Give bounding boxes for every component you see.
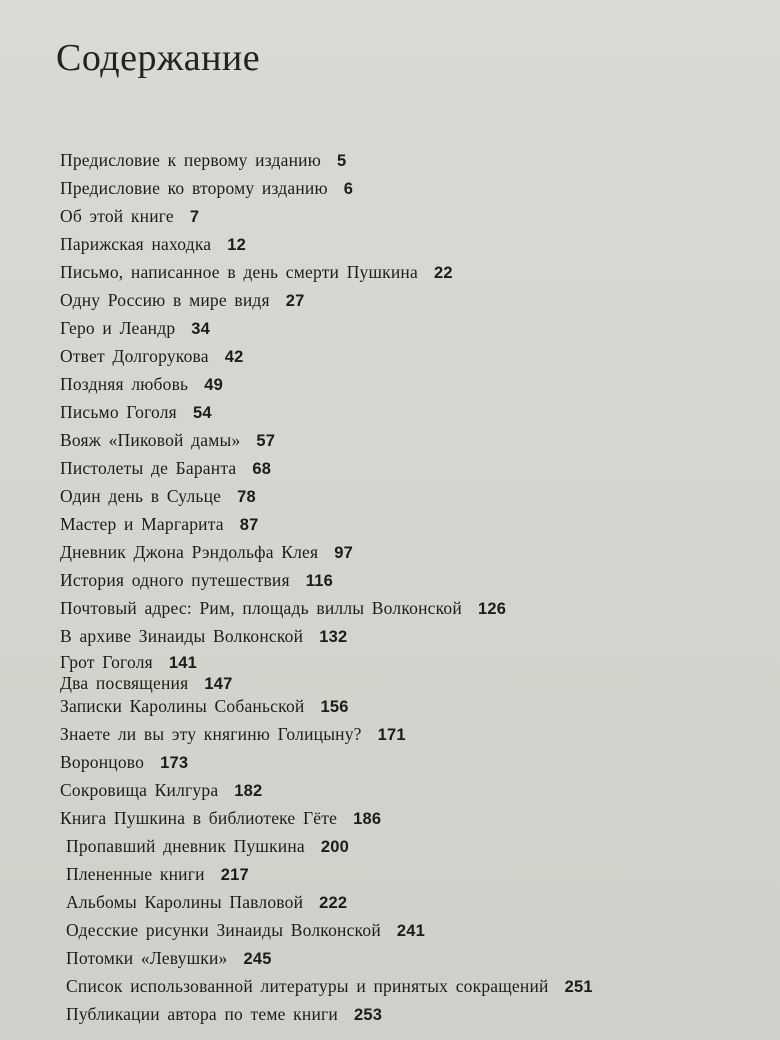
toc-entry <box>60 748 760 776</box>
toc-entry <box>60 230 760 258</box>
toc-entry-title: Потомки «Левушки» <box>66 948 228 968</box>
toc-entry-page-number: 251 <box>564 978 593 996</box>
toc-entry-title: Публикации автора по теме книги <box>66 1004 338 1024</box>
toc-entry <box>60 202 760 230</box>
toc-entry <box>60 804 760 832</box>
toc-entry-page-number: 245 <box>243 950 272 968</box>
toc-entry-page-number: 147 <box>204 675 233 693</box>
toc-entry <box>60 916 760 944</box>
toc-entry-title: Предисловие к первому изданию <box>60 150 321 170</box>
toc-entry <box>60 832 760 860</box>
toc-entry <box>60 671 760 692</box>
toc-entry-page-number: 126 <box>477 600 507 618</box>
page-title: Содержание <box>56 37 261 79</box>
toc-entry-page-number: 200 <box>320 838 350 856</box>
toc-entry-page-number: 68 <box>252 460 272 478</box>
toc-entry-page-number: 34 <box>191 320 211 338</box>
toc-entry-title: Предисловие ко второму изданию <box>60 178 328 198</box>
toc-entry-title: Список использованной литературы и принятых сокращений <box>66 976 549 996</box>
toc-entry-title: Пистолеты де Баранта <box>60 458 237 478</box>
toc-entry <box>60 510 760 538</box>
toc-entry-title: Знаете ли вы эту княгиню Голицыну? <box>60 724 362 744</box>
toc-entry <box>60 482 760 510</box>
toc-entry-page-number: 78 <box>237 488 256 506</box>
toc-entry <box>60 944 760 972</box>
toc-entry-page-number: 5 <box>336 152 347 170</box>
toc-entry-page-number: 57 <box>256 432 276 450</box>
toc-entry-title: Вояж «Пиковой дамы» <box>60 430 241 450</box>
toc-entry-title: Сокровища Килгура <box>60 780 219 800</box>
toc-entry-title: История одного путешествия <box>60 570 290 590</box>
toc-entry-title: Плененные книги <box>66 864 205 884</box>
toc-entry-page-number: 171 <box>377 726 406 744</box>
toc-entry-title: Один день в Сульце <box>60 486 222 506</box>
toc-entry <box>60 594 760 622</box>
toc-entry-page-number: 173 <box>160 754 189 772</box>
toc-entry-title: Грот Гоголя <box>60 652 153 672</box>
toc-entry-page-number: 87 <box>239 516 259 534</box>
toc-entry-title: Книга Пушкина в библиотеке Гёте <box>60 808 338 828</box>
toc-entry-title: В архиве Зинаиды Волконской <box>60 626 304 646</box>
toc-entry <box>60 888 760 916</box>
toc-entry-title: Об этой книге <box>60 206 174 226</box>
toc-entry <box>60 398 760 426</box>
toc-entry <box>60 146 760 174</box>
toc-entry <box>60 720 760 748</box>
toc-entry <box>60 342 760 370</box>
table-of-contents <box>60 146 760 1028</box>
toc-entry <box>60 972 760 1000</box>
toc-entry <box>60 174 760 202</box>
toc-entry-title: Парижская находка <box>60 234 212 254</box>
toc-entry-title: Дневник Джона Рэндольфа Клея <box>60 542 319 562</box>
toc-entry-page-number: 22 <box>433 264 453 282</box>
toc-entry-title: Воронцово <box>60 752 145 772</box>
toc-entry-title: Альбомы Каролины Павловой <box>66 892 304 912</box>
toc-entry <box>60 622 760 650</box>
toc-entry <box>60 538 760 566</box>
toc-entry <box>60 286 760 314</box>
toc-entry-page-number: 222 <box>319 894 348 912</box>
toc-entry <box>60 692 760 720</box>
toc-entry <box>60 454 760 482</box>
toc-entry-page-number: 7 <box>189 208 200 226</box>
toc-entry-page-number: 42 <box>224 348 244 366</box>
toc-entry-page-number: 186 <box>353 810 382 828</box>
toc-entry-title: Геро и Леандр <box>60 318 176 338</box>
toc-entry-page-number: 97 <box>334 544 354 562</box>
toc-entry-page-number: 156 <box>320 698 349 716</box>
toc-entry <box>60 426 760 454</box>
toc-entry-title: Письмо, написанное в день смерти Пушкина <box>60 262 418 282</box>
toc-entry-title: Пропавший дневник Пушкина <box>66 836 305 856</box>
toc-entry-title: Ответ Долгорукова <box>60 346 209 366</box>
toc-entry-page-number: 217 <box>220 866 249 884</box>
toc-entry <box>60 370 760 398</box>
toc-entry-page-number: 241 <box>396 922 426 940</box>
toc-entry-title: Почтовый адрес: Рим, площадь виллы Волконской <box>60 598 462 618</box>
toc-entry-page-number: 141 <box>168 654 198 672</box>
toc-entry-page-number: 253 <box>353 1006 383 1024</box>
toc-entry <box>60 1000 760 1028</box>
toc-entry-title: Записки Каролины Собаньской <box>60 696 305 716</box>
toc-entry-page-number: 27 <box>285 292 305 310</box>
toc-entry-page-number: 6 <box>343 180 354 198</box>
toc-entry-title: Поздняя любовь <box>60 374 189 394</box>
toc-entry <box>60 566 760 594</box>
toc-entry-page-number: 132 <box>319 628 348 646</box>
toc-entry-page-number: 182 <box>234 782 263 800</box>
toc-entry-title: Одну Россию в мире видя <box>60 290 270 310</box>
toc-entry-page-number: 116 <box>305 572 333 590</box>
toc-entry <box>60 314 760 342</box>
toc-entry-title: Письмо Гоголя <box>60 402 177 422</box>
toc-entry <box>60 860 760 888</box>
toc-entry-title: Мастер и Маргарита <box>60 514 224 534</box>
toc-entry <box>60 776 760 804</box>
toc-entry-title: Одесские рисунки Зинаиды Волконской <box>66 920 381 940</box>
toc-entry <box>60 258 760 286</box>
toc-entry-page-number: 12 <box>227 236 247 254</box>
toc-entry-title: Два посвящения <box>60 673 189 693</box>
toc-entry-page-number: 49 <box>204 376 223 394</box>
toc-entry-page-number: 54 <box>192 404 212 422</box>
toc-entry <box>60 650 760 671</box>
